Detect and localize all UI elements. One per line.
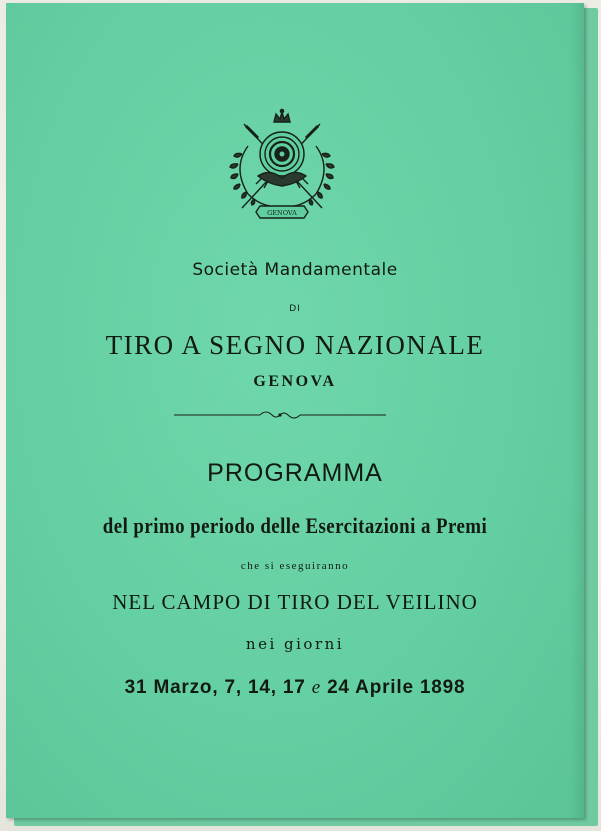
society-line: Società Mandamentale (192, 260, 398, 280)
dates-second: 24 Aprile 1898 (327, 677, 466, 698)
program-subtitle: del primo periodo delle Esercitazioni a Premi (102, 513, 488, 538)
emblem-banner-text: GENOVA (267, 209, 297, 217)
ornamental-divider (174, 407, 386, 423)
days-line: nei giorni (245, 635, 345, 653)
executed-line: che si eseguiranno (240, 560, 350, 572)
dates-conjunction: e (311, 677, 321, 698)
range-location: NEL CAMPO DI TIRO DEL VEILINO (112, 590, 478, 614)
dates-first: 31 Marzo, 7, 14, 17 (124, 677, 306, 698)
di-line: DI (289, 304, 301, 314)
organization-name: TIRO A SEGNO NAZIONALE (105, 330, 485, 360)
program-heading: PROGRAMMA (207, 459, 383, 487)
target-emblem-icon (218, 106, 346, 230)
city-name: GENOVA (253, 373, 337, 390)
program-cover (6, 3, 584, 818)
event-dates (6, 677, 584, 699)
